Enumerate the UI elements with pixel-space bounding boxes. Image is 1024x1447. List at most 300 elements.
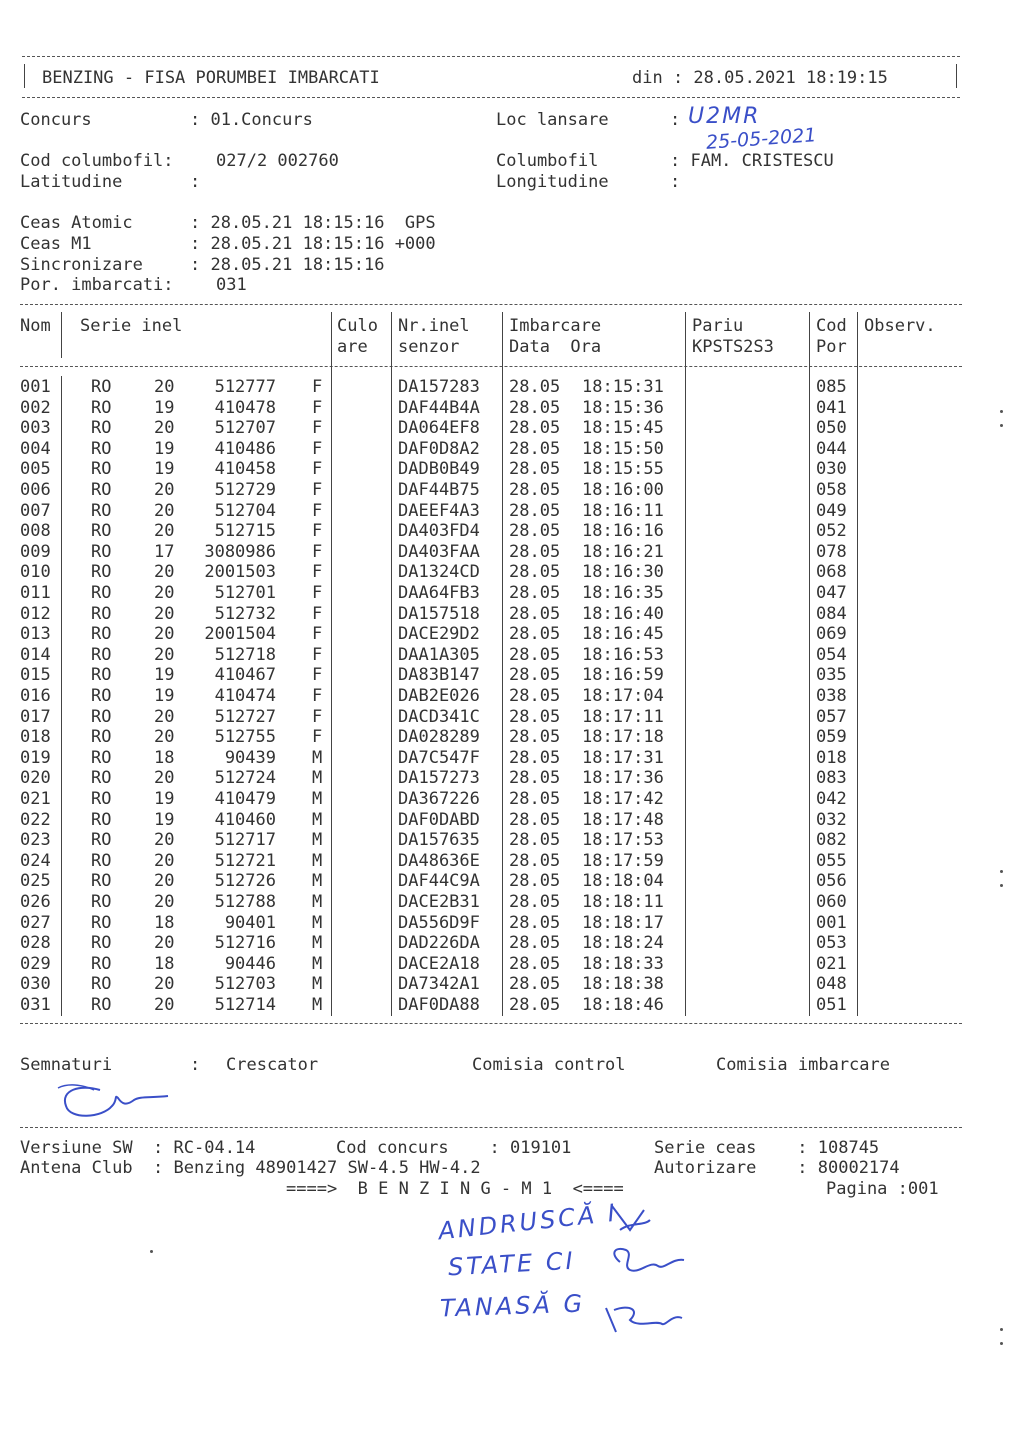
cell-sex: F [312, 624, 323, 645]
cell-tara: RO [91, 706, 112, 727]
cell-tara: RO [91, 480, 112, 500]
cell-nr-inel-senzor: DAF0DA88 [398, 995, 480, 1015]
cell-an: 19 [154, 809, 175, 830]
cell-nr-inel-senzor: DACE2A18 [398, 953, 480, 974]
cell-nr-inel-senzor: DA7342A1 [398, 974, 480, 995]
cell-nr: 410460 [214, 809, 276, 830]
cell-an: 19 [154, 397, 175, 418]
cell-ora: 18:16:40 [582, 603, 664, 624]
cell-cod-por: 032 [816, 809, 847, 830]
cell-nom: 013 [20, 624, 51, 645]
cell-sex: F [312, 459, 323, 480]
cell-nom: 010 [20, 562, 51, 583]
page-title: BENZING - FISA PORUMBEI IMBARCATI [42, 68, 380, 88]
cell-data: 28.05 [509, 727, 561, 748]
cell-an: 20 [154, 624, 175, 645]
cell-an: 19 [154, 686, 175, 706]
cell-ora: 18:18:38 [582, 974, 664, 995]
serie-ceas: Serie ceas : 108745 [654, 1138, 880, 1158]
cell-nr-inel-senzor: DA7C547F [398, 747, 480, 768]
table-row [0, 521, 1024, 542]
cell-data: 28.05 [509, 789, 561, 809]
cell-cod-por: 044 [816, 438, 847, 459]
sincronizare-label: Sincronizare [20, 255, 143, 275]
cell-ora: 18:16:45 [582, 624, 664, 645]
table-top-border [20, 304, 962, 305]
cell-nom: 005 [20, 459, 51, 480]
cell-data: 28.05 [509, 933, 561, 954]
cell-an: 20 [154, 500, 175, 521]
cell-sex: M [312, 974, 323, 995]
cell-nr-inel-senzor: DA556D9F [398, 912, 480, 933]
cell-cod-por: 085 [816, 377, 847, 397]
cell-cod-por: 057 [816, 706, 847, 727]
cell-tara: RO [91, 397, 112, 418]
cell-sex: F [312, 541, 323, 562]
cell-nr: 512714 [214, 995, 276, 1015]
cell-sex: M [312, 830, 323, 851]
cell-ora: 18:16:00 [582, 480, 664, 500]
loc-lansare-sep: : [670, 110, 681, 130]
cell-data: 28.05 [509, 541, 561, 562]
cell-nr: 3080986 [204, 541, 276, 562]
table-row [0, 974, 1024, 995]
report-datetime: din : 28.05.2021 18:19:15 [632, 68, 888, 88]
cell-cod-por: 041 [816, 397, 847, 418]
cell-nr: 512715 [214, 521, 276, 542]
cell-sex: M [312, 747, 323, 768]
cell-an: 20 [154, 933, 175, 954]
cell-ora: 18:16:35 [582, 583, 664, 603]
cell-ora: 18:17:59 [582, 850, 664, 871]
scan-speck [1000, 424, 1003, 427]
col-header-pariu-2: KPSTS2S3 [692, 337, 774, 357]
cell-data: 28.05 [509, 974, 561, 995]
cell-tara: RO [91, 562, 112, 583]
cell-nr-inel-senzor: DAD226DA [398, 933, 480, 954]
cell-data: 28.05 [509, 438, 561, 459]
cell-nr-inel-senzor: DA157273 [398, 768, 480, 789]
cell-tara: RO [91, 892, 112, 912]
sincronizare-value: : 28.05.21 18:15:16 [190, 255, 385, 275]
cell-nom: 002 [20, 397, 51, 418]
cell-data: 28.05 [509, 850, 561, 871]
cell-nr-inel-senzor: DA403FD4 [398, 521, 480, 542]
cell-cod-por: 042 [816, 789, 847, 809]
table-row [0, 501, 1024, 522]
cell-ora: 18:17:42 [582, 789, 664, 809]
cell-nom: 029 [20, 953, 51, 974]
cell-nr-inel-senzor: DAF0D8A2 [398, 438, 480, 459]
cell-data: 28.05 [509, 686, 561, 706]
cell-an: 18 [154, 912, 175, 933]
cell-nr-inel-senzor: DAF44B4A [398, 397, 480, 418]
col-header-culoare-1: Culo [337, 316, 378, 336]
cell-nom: 030 [20, 974, 51, 995]
cell-nr-inel-senzor: DA403FAA [398, 541, 480, 562]
cell-tara: RO [91, 933, 112, 954]
cell-nr: 512707 [214, 418, 276, 439]
cell-an: 20 [154, 562, 175, 583]
table-row [0, 542, 1024, 563]
cell-nr: 410478 [214, 397, 276, 418]
cell-cod-por: 060 [816, 892, 847, 912]
header-right-border [956, 64, 957, 88]
cell-ora: 18:18:17 [582, 912, 664, 933]
cell-nr: 512704 [214, 500, 276, 521]
cell-nr-inel-senzor: DAF44C9A [398, 871, 480, 892]
scan-speck [1000, 1342, 1003, 1345]
cell-tara: RO [91, 974, 112, 995]
cell-nom: 014 [20, 644, 51, 665]
cell-tara: RO [91, 541, 112, 562]
handwritten-signatures [600, 1200, 720, 1350]
table-row [0, 871, 1024, 892]
cell-sex: M [312, 789, 323, 809]
cell-nr: 512788 [214, 892, 276, 912]
cell-cod-por: 050 [816, 418, 847, 439]
cell-nr-inel-senzor: DA48636E [398, 850, 480, 871]
cell-data: 28.05 [509, 480, 561, 500]
cell-tara: RO [91, 809, 112, 830]
cell-cod-por: 083 [816, 768, 847, 789]
cell-ora: 18:17:53 [582, 830, 664, 851]
table-row [0, 727, 1024, 748]
cell-ora: 18:15:31 [582, 377, 664, 397]
cell-tara: RO [91, 583, 112, 603]
col-header-cod-2: Por [816, 337, 847, 357]
col-header-imbarcare-2: Data Ora [509, 337, 602, 357]
cell-tara: RO [91, 727, 112, 748]
cell-nr: 512777 [214, 377, 276, 397]
cell-tara: RO [91, 953, 112, 974]
table-row [0, 439, 1024, 460]
cell-data: 28.05 [509, 665, 561, 686]
cell-data: 28.05 [509, 768, 561, 789]
cell-nom: 009 [20, 541, 51, 562]
cell-nr: 410467 [214, 665, 276, 686]
cell-tara: RO [91, 871, 112, 892]
cell-nr: 512727 [214, 706, 276, 727]
cell-ora: 18:15:36 [582, 397, 664, 418]
cell-nr-inel-senzor: DA064EF8 [398, 418, 480, 439]
cell-nr-inel-senzor: DADB0B49 [398, 459, 480, 480]
cell-cod-por: 035 [816, 665, 847, 686]
handwritten-note-1: ANDRUSCĂ I [437, 1198, 620, 1246]
cod-concurs: Cod concurs : 019101 [336, 1138, 572, 1158]
cell-ora: 18:17:11 [582, 706, 664, 727]
table-row [0, 892, 1024, 913]
cell-nom: 017 [20, 706, 51, 727]
cell-nr: 512724 [214, 768, 276, 789]
table-row [0, 748, 1024, 769]
cell-nom: 018 [20, 727, 51, 748]
autorizare: Autorizare : 80002174 [654, 1158, 900, 1178]
cell-nr-inel-senzor: DA157635 [398, 830, 480, 851]
scan-speck [150, 1250, 153, 1253]
cell-an: 18 [154, 953, 175, 974]
cell-an: 20 [154, 644, 175, 665]
cell-ora: 18:18:11 [582, 892, 664, 912]
cell-tara: RO [91, 521, 112, 542]
cell-sex: F [312, 377, 323, 397]
cell-nom: 025 [20, 871, 51, 892]
cell-nom: 012 [20, 603, 51, 624]
signature-comisia-control-label: Comisia control [472, 1055, 626, 1075]
cell-an: 20 [154, 850, 175, 871]
cell-data: 28.05 [509, 583, 561, 603]
cell-ora: 18:15:50 [582, 438, 664, 459]
cell-data: 28.05 [509, 706, 561, 727]
cod-columbofil-value: 027/2 002760 [216, 151, 339, 171]
cell-tara: RO [91, 686, 112, 706]
cell-sex: F [312, 397, 323, 418]
cell-sex: F [312, 562, 323, 583]
cell-nom: 020 [20, 768, 51, 789]
cell-cod-por: 082 [816, 830, 847, 851]
por-imbarcati-value: 031 [216, 275, 247, 295]
cell-sex: M [312, 768, 323, 789]
cell-sex: M [312, 809, 323, 830]
cell-nom: 024 [20, 850, 51, 871]
cell-nr: 410479 [214, 789, 276, 809]
cell-an: 20 [154, 727, 175, 748]
cell-data: 28.05 [509, 397, 561, 418]
cell-data: 28.05 [509, 521, 561, 542]
cell-an: 20 [154, 830, 175, 851]
latitudine-label: Latitudine [20, 172, 123, 192]
table-row [0, 604, 1024, 625]
cell-tara: RO [91, 665, 112, 686]
cell-sex: F [312, 438, 323, 459]
latitudine-sep: : [190, 172, 201, 192]
table-header-border [20, 366, 962, 367]
cell-sex: M [312, 912, 323, 933]
cell-an: 19 [154, 438, 175, 459]
cell-tara: RO [91, 377, 112, 397]
cell-cod-por: 038 [816, 686, 847, 706]
cell-an: 20 [154, 418, 175, 439]
signature-crescator-label: Crescator [226, 1055, 319, 1075]
cell-nr: 512721 [214, 850, 276, 871]
cell-nr: 90439 [224, 747, 276, 768]
cell-ora: 18:17:36 [582, 768, 664, 789]
concurs-value: : 01.Concurs [190, 110, 313, 130]
cell-cod-por: 059 [816, 727, 847, 748]
cell-tara: RO [91, 418, 112, 439]
table-row [0, 954, 1024, 975]
table-row [0, 398, 1024, 419]
cell-tara: RO [91, 830, 112, 851]
cell-nr: 90401 [224, 912, 276, 933]
col-header-imbarcare-1: Imbarcare [509, 316, 602, 336]
table-row [0, 583, 1024, 604]
cell-ora: 18:18:24 [582, 933, 664, 954]
cell-nr: 2001503 [204, 562, 276, 583]
cell-cod-por: 048 [816, 974, 847, 995]
cell-nr-inel-senzor: DA157518 [398, 603, 480, 624]
cell-an: 20 [154, 583, 175, 603]
cell-ora: 18:18:33 [582, 953, 664, 974]
header-bottom-border [22, 97, 960, 98]
cell-nr-inel-senzor: DAF0DABD [398, 809, 480, 830]
por-imbarcati-label: Por. imbarcati: [20, 275, 174, 295]
scan-speck [1000, 870, 1003, 873]
cell-nr: 512701 [214, 583, 276, 603]
cell-data: 28.05 [509, 418, 561, 439]
cell-tara: RO [91, 747, 112, 768]
cell-sex: M [312, 871, 323, 892]
cell-an: 20 [154, 871, 175, 892]
col-header-nr-inel-2: senzor [398, 337, 460, 357]
cell-data: 28.05 [509, 459, 561, 480]
cell-cod-por: 053 [816, 933, 847, 954]
table-row [0, 933, 1024, 954]
cell-nr-inel-senzor: DAEEF4A3 [398, 500, 480, 521]
cell-cod-por: 049 [816, 500, 847, 521]
cell-sex: F [312, 727, 323, 748]
cell-ora: 18:15:55 [582, 459, 664, 480]
cell-nr-inel-senzor: DAF44B75 [398, 480, 480, 500]
cell-nr: 2001504 [204, 624, 276, 645]
cell-nr: 410486 [214, 438, 276, 459]
cell-data: 28.05 [509, 624, 561, 645]
table-row [0, 480, 1024, 501]
cell-nom: 006 [20, 480, 51, 500]
versiune-sw: Versiune SW : RC-04.14 [20, 1138, 256, 1158]
table-row [0, 686, 1024, 707]
cell-data: 28.05 [509, 892, 561, 912]
cell-cod-por: 021 [816, 953, 847, 974]
table-row [0, 810, 1024, 831]
col-header-culoare-2: are [337, 337, 368, 357]
cell-sex: F [312, 480, 323, 500]
cell-nom: 019 [20, 747, 51, 768]
cell-data: 28.05 [509, 562, 561, 583]
cell-data: 28.05 [509, 871, 561, 892]
signatures-label: Semnaturi [20, 1055, 113, 1075]
col-header-observ: Observ. [864, 316, 936, 336]
cell-cod-por: 056 [816, 871, 847, 892]
cell-sex: F [312, 603, 323, 624]
cell-tara: RO [91, 644, 112, 665]
cell-data: 28.05 [509, 603, 561, 624]
cell-cod-por: 058 [816, 480, 847, 500]
cell-sex: M [312, 892, 323, 912]
cell-tara: RO [91, 912, 112, 933]
longitudine-label: Longitudine [496, 172, 609, 192]
cell-nom: 015 [20, 665, 51, 686]
cell-nr-inel-senzor: DA157283 [398, 377, 480, 397]
footer-top-border [20, 1127, 962, 1128]
cell-cod-por: 055 [816, 850, 847, 871]
cell-sex: F [312, 583, 323, 603]
loc-lansare-label: Loc lansare [496, 110, 609, 130]
cell-an: 19 [154, 459, 175, 480]
cell-cod-por: 084 [816, 603, 847, 624]
cell-tara: RO [91, 789, 112, 809]
handwritten-loc: U2MR [688, 104, 761, 129]
col-header-cod-1: Cod [816, 316, 847, 336]
cell-ora: 18:18:46 [582, 995, 664, 1015]
cell-an: 17 [154, 541, 175, 562]
cell-nom: 001 [20, 377, 51, 397]
cell-nr-inel-senzor: DA028289 [398, 727, 480, 748]
cell-data: 28.05 [509, 500, 561, 521]
cell-nom: 023 [20, 830, 51, 851]
ceas-m1-label: Ceas M1 [20, 234, 92, 254]
col-header-nr-inel-1: Nr.inel [398, 316, 470, 336]
cell-nom: 016 [20, 686, 51, 706]
table-row [0, 768, 1024, 789]
col-header-serie-inel: Serie inel [80, 316, 183, 336]
cell-nom: 021 [20, 789, 51, 809]
cell-an: 20 [154, 892, 175, 912]
cell-nr-inel-senzor: DACE2B31 [398, 892, 480, 912]
longitudine-sep: : [670, 172, 681, 192]
cell-nr: 512732 [214, 603, 276, 624]
table-row [0, 789, 1024, 810]
cell-nr: 410458 [214, 459, 276, 480]
cell-ora: 18:17:48 [582, 809, 664, 830]
cell-an: 18 [154, 747, 175, 768]
scan-speck [1000, 1328, 1003, 1331]
ceas-atomic-value: : 28.05.21 18:15:16 GPS [190, 213, 436, 233]
cell-cod-por: 052 [816, 521, 847, 542]
cell-an: 20 [154, 974, 175, 995]
cell-cod-por: 068 [816, 562, 847, 583]
cell-data: 28.05 [509, 995, 561, 1015]
cell-nom: 027 [20, 912, 51, 933]
table-row [0, 913, 1024, 934]
cell-nom: 026 [20, 892, 51, 912]
page-number: Pagina :001 [826, 1179, 939, 1199]
col-sep-header [61, 312, 62, 358]
cell-nom: 004 [20, 438, 51, 459]
col-header-nom: Nom [20, 316, 51, 336]
cell-nom: 022 [20, 809, 51, 830]
cell-tara: RO [91, 624, 112, 645]
table-row [0, 830, 1024, 851]
cell-tara: RO [91, 459, 112, 480]
table-row [0, 459, 1024, 480]
cell-nr: 90446 [224, 953, 276, 974]
columbofil-label: Columbofil [496, 151, 599, 171]
cell-data: 28.05 [509, 953, 561, 974]
handwritten-note-2: STATE CI [447, 1246, 577, 1282]
cell-sex: F [312, 644, 323, 665]
cell-sex: F [312, 686, 323, 706]
cell-tara: RO [91, 603, 112, 624]
cell-nr-inel-senzor: DAA1A305 [398, 644, 480, 665]
cell-cod-por: 051 [816, 995, 847, 1015]
scan-speck [1000, 884, 1003, 887]
cell-nr: 512703 [214, 974, 276, 995]
cell-ora: 18:17:04 [582, 686, 664, 706]
cell-sex: F [312, 665, 323, 686]
cell-an: 20 [154, 603, 175, 624]
table-bottom-border [20, 1023, 962, 1024]
cell-data: 28.05 [509, 644, 561, 665]
cell-data: 28.05 [509, 747, 561, 768]
cell-an: 20 [154, 768, 175, 789]
cell-cod-por: 047 [816, 583, 847, 603]
cell-ora: 18:16:21 [582, 541, 664, 562]
cell-nr: 512726 [214, 871, 276, 892]
cell-tara: RO [91, 500, 112, 521]
table-row [0, 707, 1024, 728]
concurs-label: Concurs [20, 110, 92, 130]
